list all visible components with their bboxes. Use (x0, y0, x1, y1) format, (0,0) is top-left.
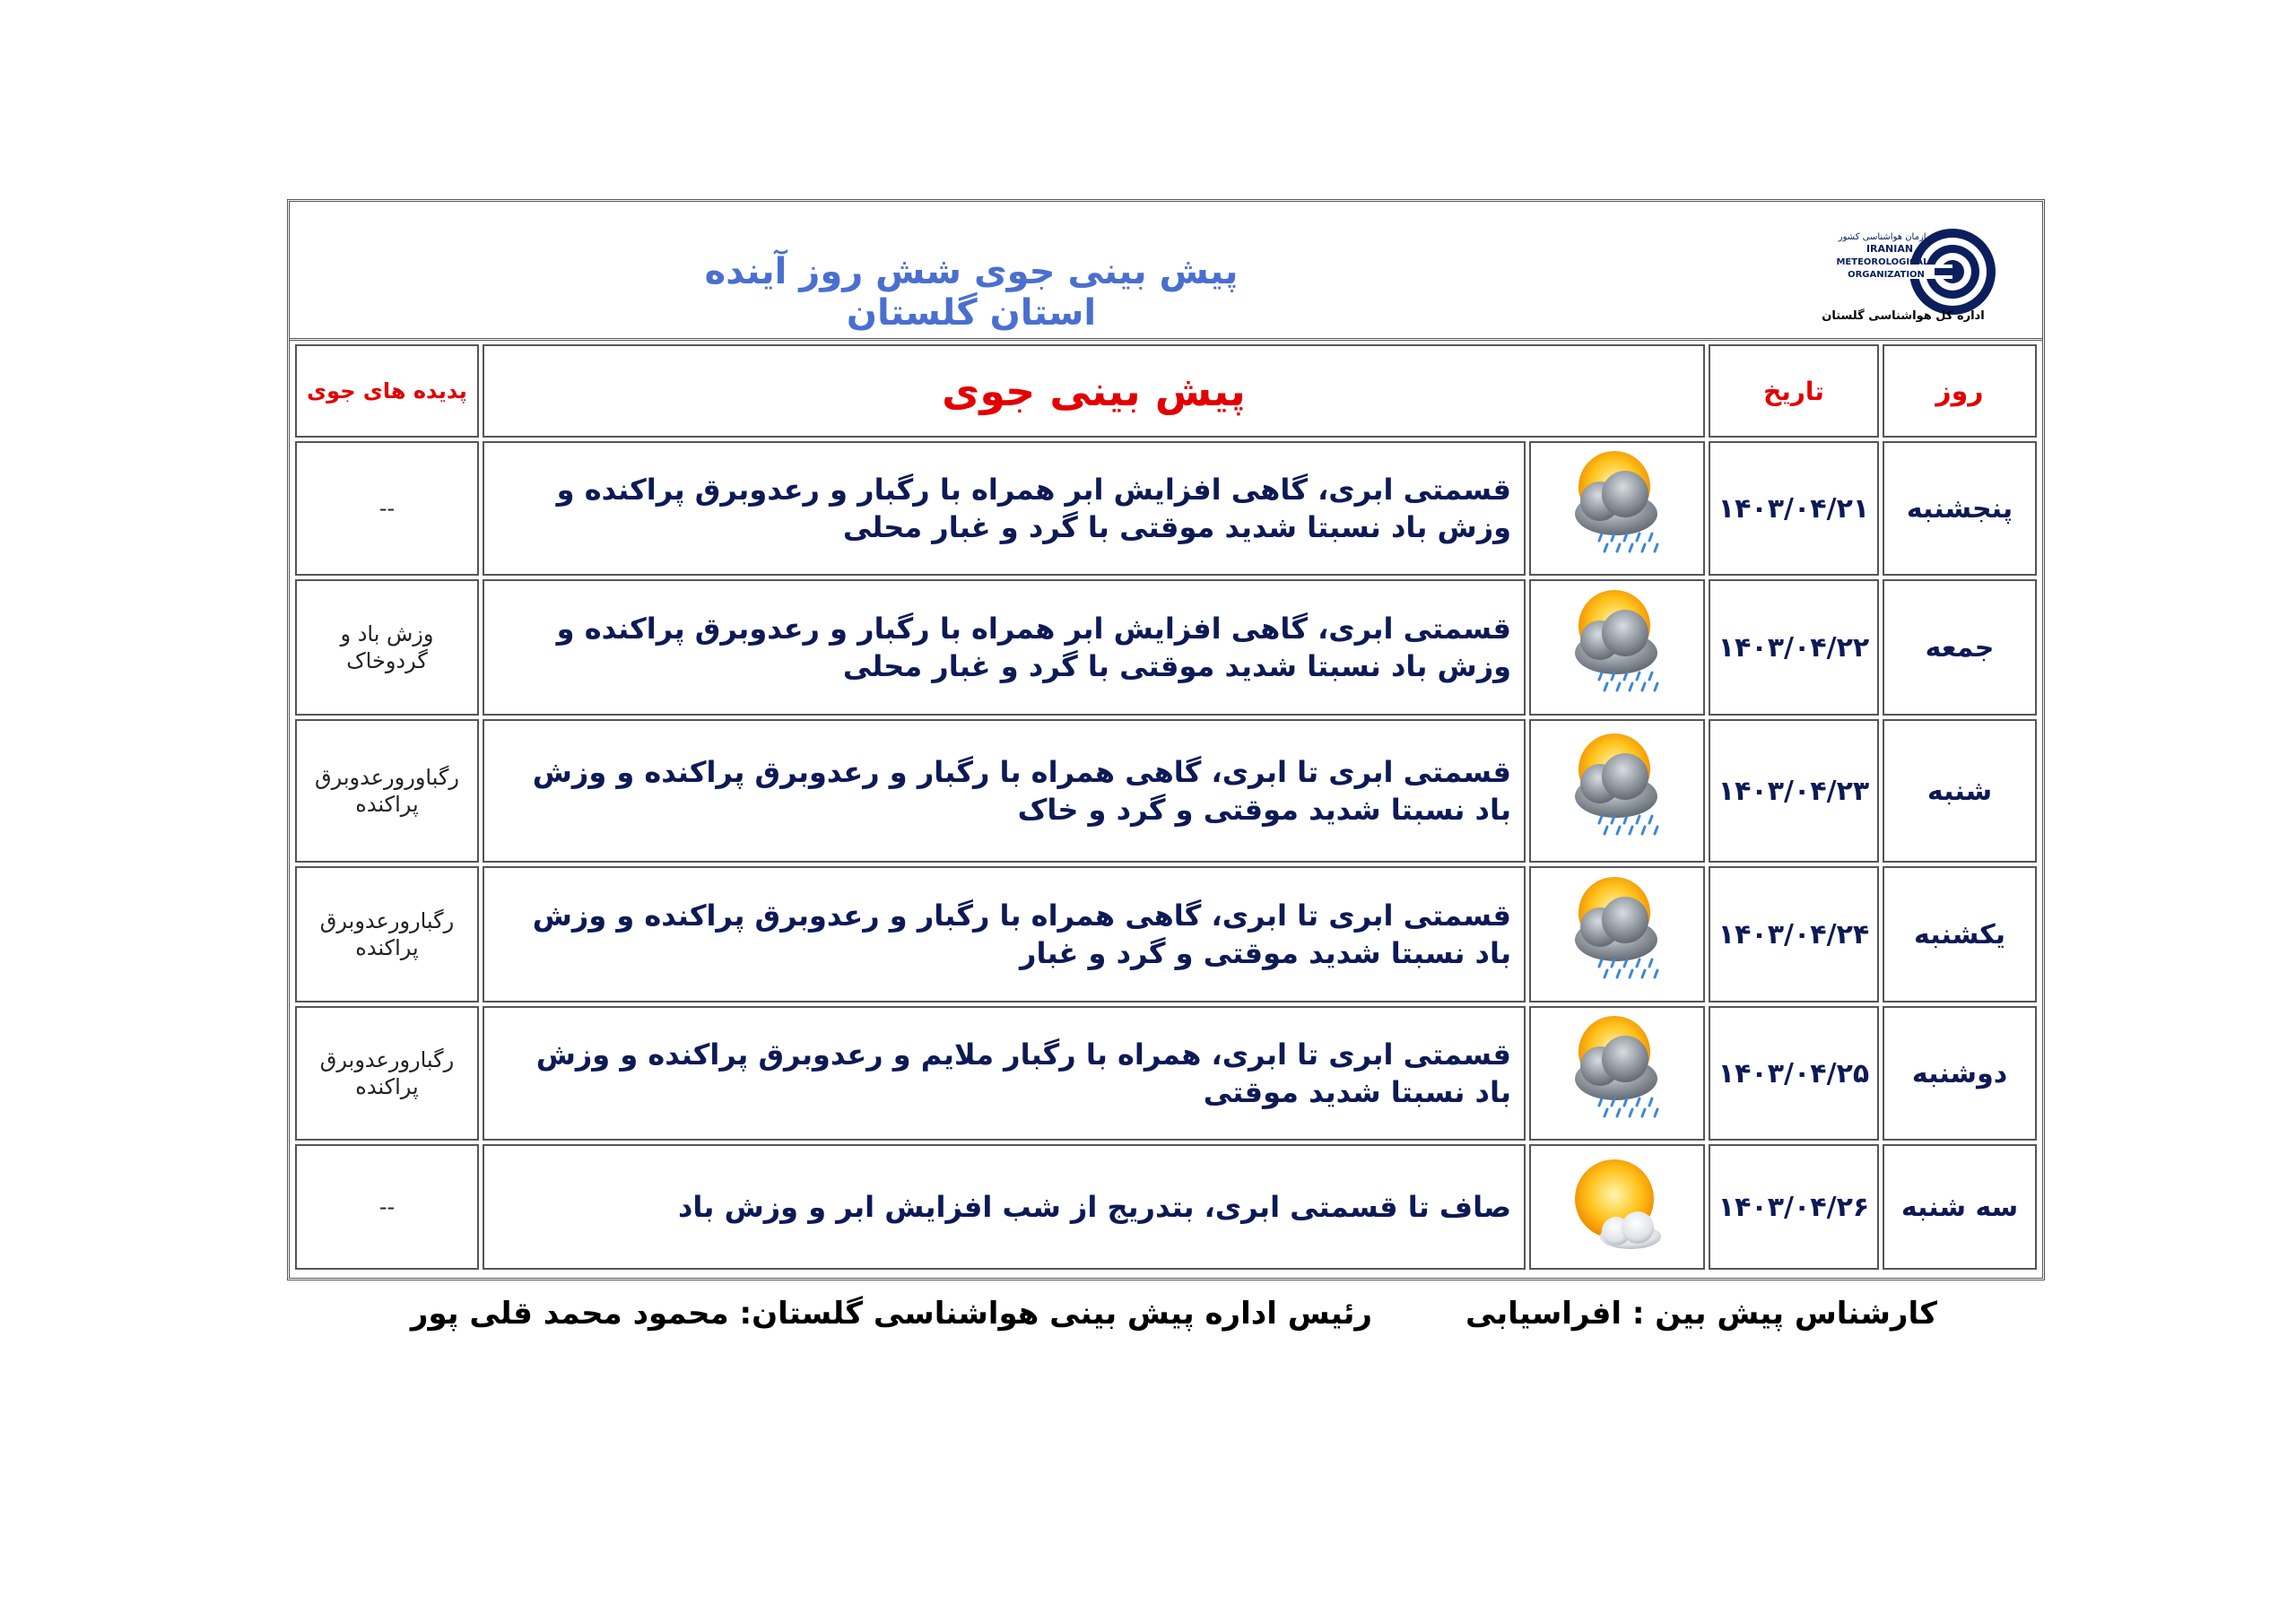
row-date: ۱۴۰۳/۰۴/۲۶ (1709, 1144, 1879, 1270)
row-weather-icon (1529, 441, 1705, 576)
row-forecast: قسمتی ابری، گاهی افزایش ابر همراه با رگبار و رعدوبرق پراکنده و وزش باد نسبتا شدید موقتی با گرد و غبار محلی (483, 579, 1526, 716)
forecast-sheet (287, 199, 2045, 1280)
header-forecast: پیش بینی جوی (483, 344, 1705, 438)
row-forecast: صاف تا قسمتی ابری، بتدریج از شب افزایش ابر و وزش باد (483, 1144, 1526, 1270)
row-date: ۱۴۰۳/۰۴/۲۳ (1709, 719, 1879, 863)
table-row (295, 441, 2037, 576)
table-row (295, 1144, 2037, 1270)
header-phenomena: پدیده های جوی (295, 344, 479, 438)
partly-cloudy-rain-icon (1559, 444, 1675, 569)
forecaster-signature: کارشناس پیش بین : افراسیابی (1465, 1296, 1937, 1332)
row-day: دوشنبه (1883, 1006, 2037, 1141)
row-date: ۱۴۰۳/۰۴/۲۱ (1709, 441, 1879, 576)
logo-text-en-2: METEOROLOGICAL (1836, 257, 1929, 267)
row-phenomena: -- (295, 441, 479, 576)
row-forecast: قسمتی ابری تا ابری، گاهی همراه با رگبار و رعدوبرق پراکنده و وزش باد نسبتا شدید موقتی و گرد و غبار (483, 866, 1526, 1002)
header-day: روز (1883, 344, 2037, 438)
row-weather-icon (1529, 1006, 1705, 1141)
page-title: پیش بینی جوی شش روز آینده استان گلستان (704, 251, 1239, 334)
row-weather-icon (1529, 866, 1705, 1002)
row-date: ۱۴۰۳/۰۴/۲۵ (1709, 1006, 1879, 1141)
table-row (295, 866, 2037, 1002)
head-signature: رئیس اداره پیش بینی هواشناسی گلستان: محمود محمد قلی پور (410, 1296, 1372, 1332)
table-row (295, 1006, 2037, 1141)
partly-cloudy-rain-icon (1559, 583, 1675, 708)
row-forecast: قسمتی ابری تا ابری، همراه با رگبار ملایم و رعدوبرق پراکنده و وزش باد نسبتا شدید موقتی (483, 1006, 1526, 1141)
forecast-table (291, 341, 2040, 1273)
row-phenomena: رگبارورعدوبرق پراکنده (295, 866, 479, 1002)
row-weather-icon (1529, 1144, 1705, 1270)
row-day: جمعه (1883, 579, 2037, 716)
logo-caption: اداره کل هواشناسی گلستان (1822, 309, 1985, 323)
row-day: یکشنبه (1883, 866, 2037, 1002)
logo-text-en-1: IRANIAN (1866, 243, 1914, 255)
logo-text-fa: سازمان هواشناسی کشور (1838, 232, 1935, 242)
partly-cloudy-rain-icon (1559, 870, 1675, 995)
row-day: شنبه (1883, 719, 2037, 863)
row-day: سه شنبه (1883, 1144, 2037, 1270)
sheet-header (290, 202, 2042, 341)
row-weather-icon (1529, 719, 1705, 863)
row-day: پنجشنبه (1883, 441, 2037, 576)
row-weather-icon (1529, 579, 1705, 716)
row-forecast: قسمتی ابری تا ابری، گاهی همراه با رگبار و رعدوبرق پراکنده و وزش باد نسبتا شدید موقتی و گرد و خاک (483, 719, 1526, 863)
row-date: ۱۴۰۳/۰۴/۲۲ (1709, 579, 1879, 716)
partly-cloudy-rain-icon (1559, 1009, 1675, 1134)
header-date: تاریخ (1709, 344, 1879, 438)
partly-cloudy-rain-icon (1559, 726, 1675, 852)
logo-text-en-3: ORGANIZATION (1848, 270, 1925, 280)
row-phenomena: وزش باد و گردوخاک (295, 579, 479, 716)
table-row (295, 719, 2037, 863)
row-phenomena: رگباورورعدوبرق پراکنده (295, 719, 479, 863)
row-date: ۱۴۰۳/۰۴/۲۴ (1709, 866, 1879, 1002)
table-header-row (295, 344, 2037, 438)
row-forecast: قسمتی ابری، گاهی افزایش ابر همراه با رگبار و رعدوبرق پراکنده و وزش باد نسبتا شدید موقتی با گرد و غبار محلی (483, 441, 1526, 576)
row-phenomena: -- (295, 1144, 479, 1270)
sun-cloud-icon (1559, 1147, 1675, 1263)
row-phenomena: رگبارورعدوبرق پراکنده (295, 1006, 479, 1141)
table-row (295, 579, 2037, 716)
